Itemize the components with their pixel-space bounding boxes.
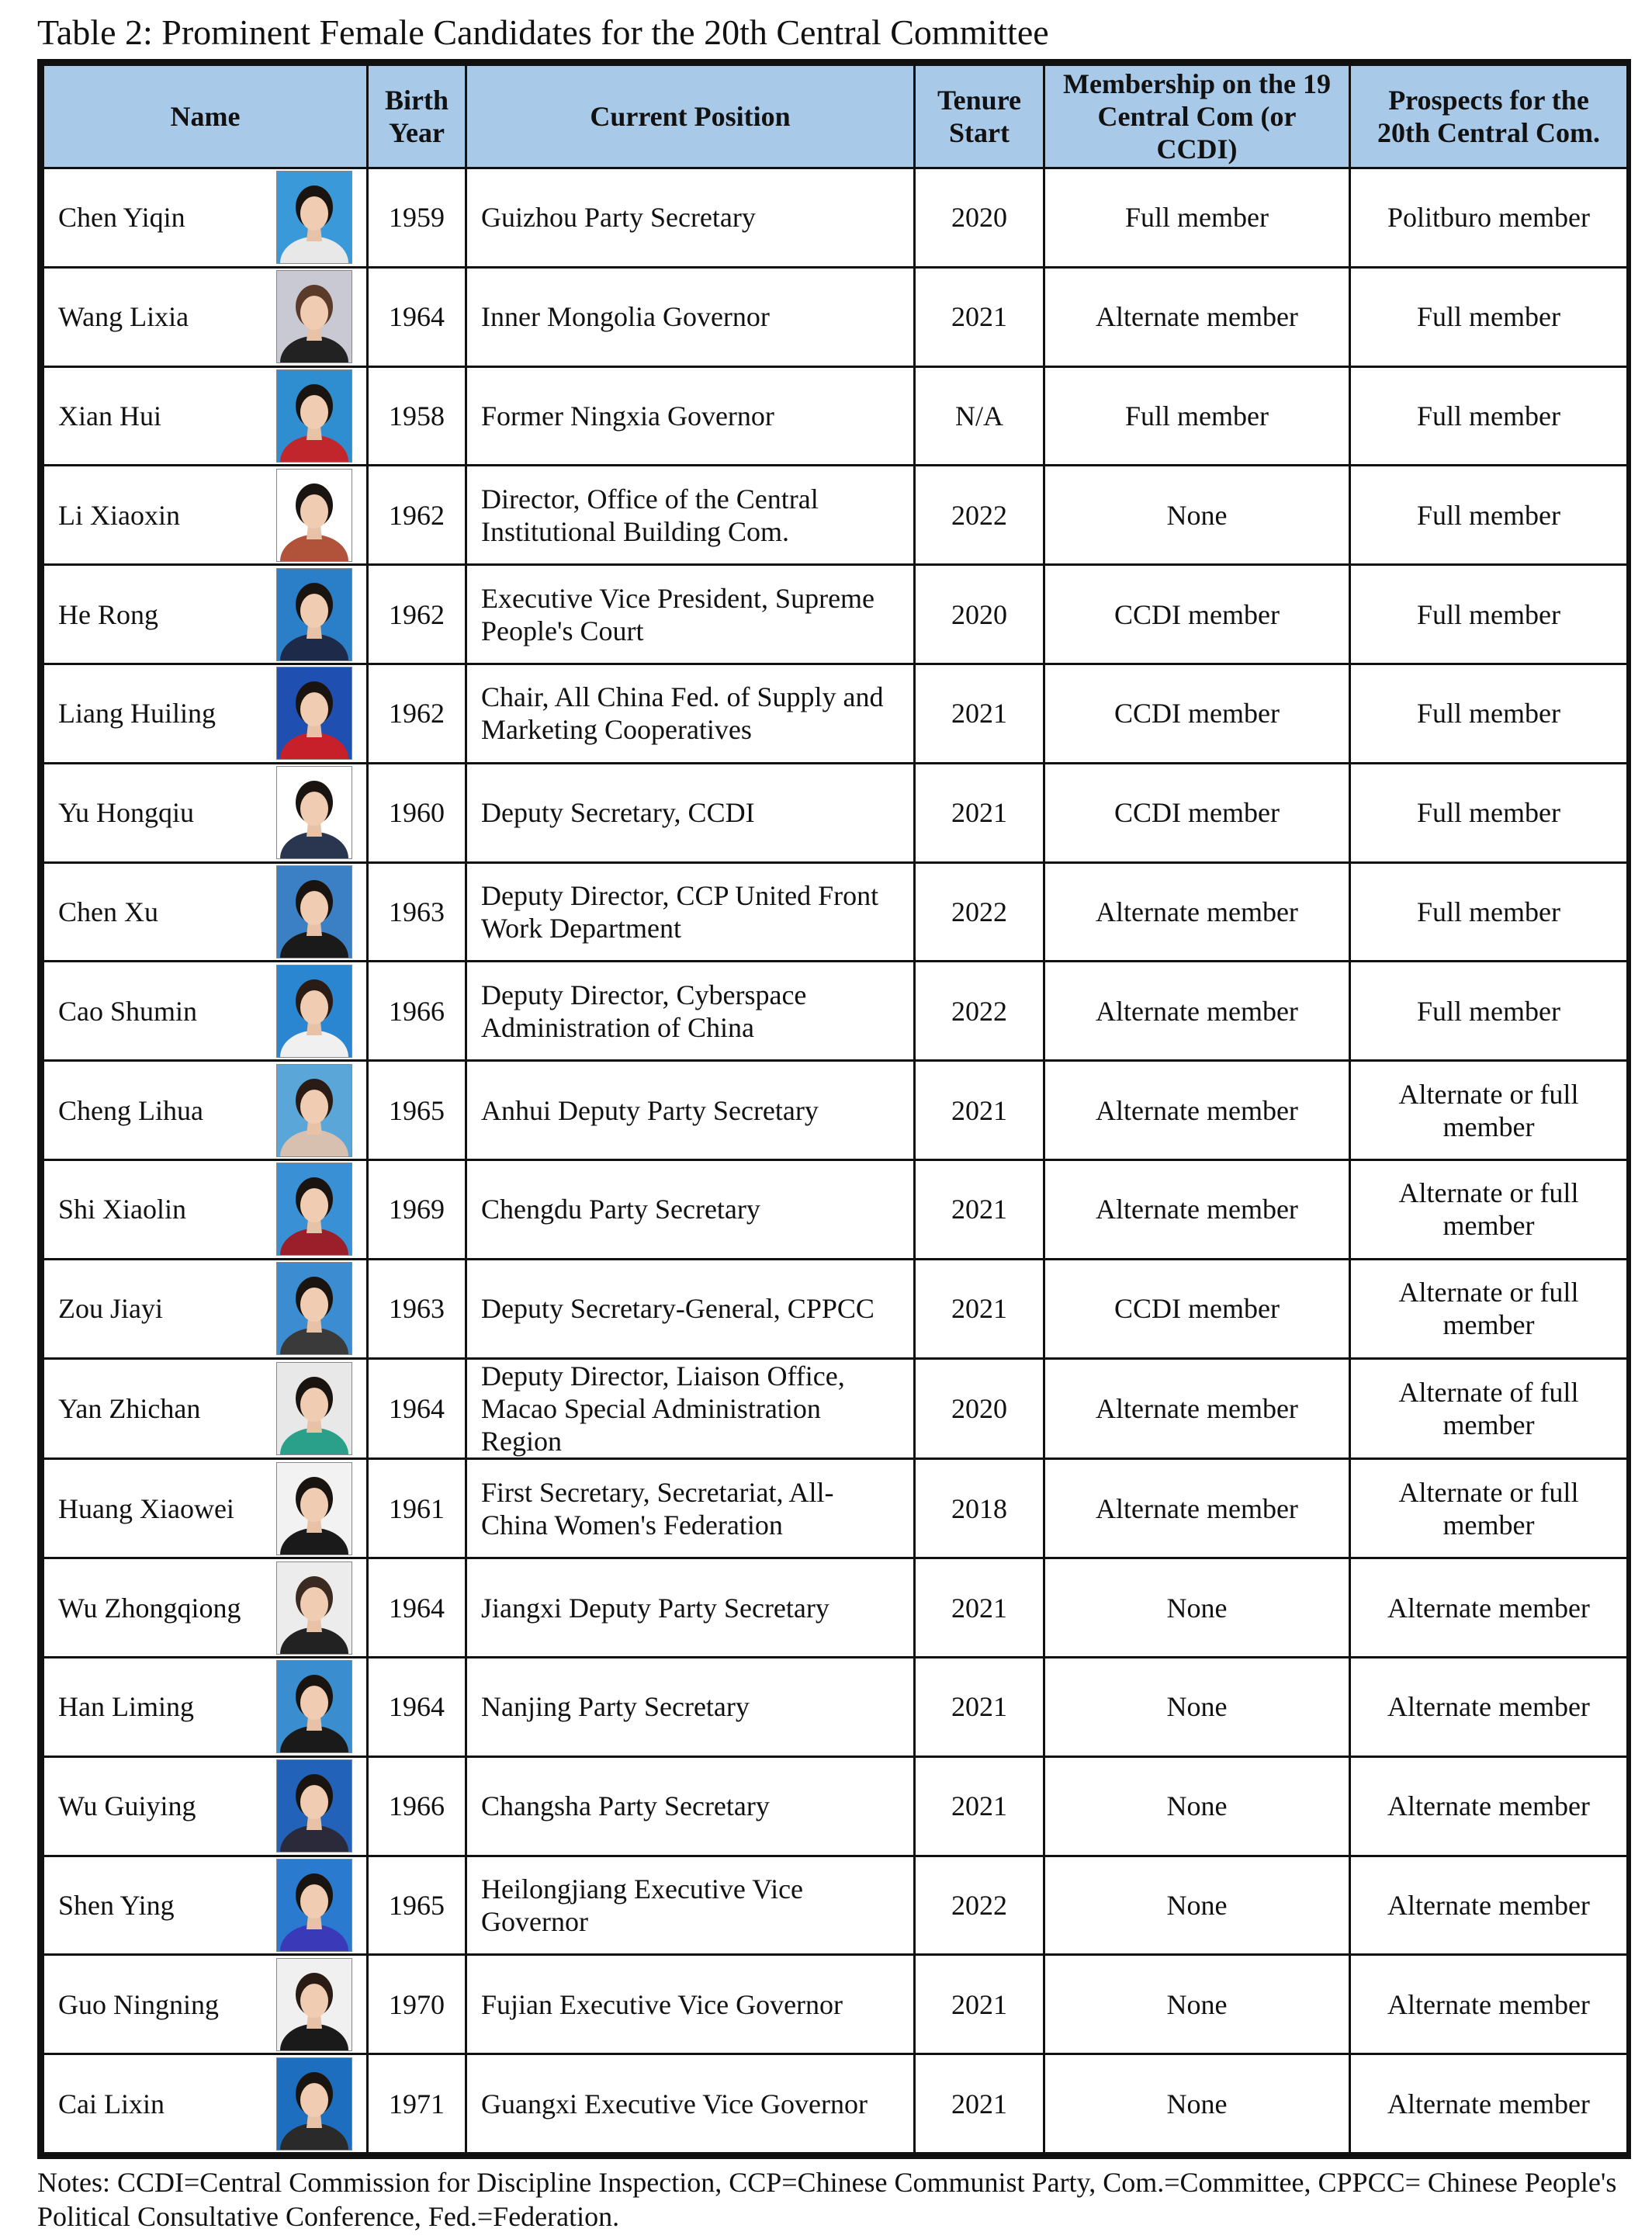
portrait-photo: [276, 1660, 352, 1753]
cell-current-position: Changsha Party Secretary: [466, 1756, 915, 1856]
cell-membership: Alternate member: [1044, 1159, 1350, 1259]
cell-birth-year: 1962: [368, 565, 466, 664]
cell-current-position: Inner Mongolia Governor: [466, 267, 915, 366]
cell-tenure-start: 2021: [915, 267, 1044, 366]
cell-current-position: Chengdu Party Secretary: [466, 1159, 915, 1259]
cell-birth-year: 1958: [368, 366, 466, 466]
cell-tenure-start: 2020: [915, 565, 1044, 664]
portrait-silhouette-icon: [277, 1263, 352, 1354]
table-header-row: [43, 65, 1628, 168]
table-row: [43, 862, 1628, 962]
portrait-photo: [276, 965, 352, 1058]
cell-tenure-start: 2021: [915, 763, 1044, 862]
cell-prospects: Full member: [1350, 366, 1628, 466]
cell-name: [43, 962, 368, 1061]
header-membership: Membership on the 19 Central Com (or CCDI): [1044, 65, 1350, 168]
candidate-name: Yu Hongqiu: [58, 797, 195, 829]
cell-prospects: Alternate or full member: [1350, 1061, 1628, 1160]
portrait-photo: [276, 865, 352, 958]
portrait-photo: [276, 469, 352, 562]
cell-birth-year: 1971: [368, 2054, 466, 2154]
cell-current-position: Anhui Deputy Party Secretary: [466, 1061, 915, 1160]
portrait-silhouette-icon: [277, 965, 352, 1057]
cell-name: [43, 1756, 368, 1856]
cell-prospects: Alternate member: [1350, 1756, 1628, 1856]
portrait-photo: [276, 1759, 352, 1853]
candidate-name: Wu Zhongqiong: [58, 1592, 241, 1624]
header-tenure-start: Tenure Start: [915, 65, 1044, 168]
cell-tenure-start: 2021: [915, 1558, 1044, 1658]
cell-membership: CCDI member: [1044, 1259, 1350, 1358]
table-row: [43, 664, 1628, 763]
portrait-silhouette-icon: [277, 2058, 352, 2150]
cell-tenure-start: 2020: [915, 168, 1044, 268]
cell-birth-year: 1962: [368, 664, 466, 763]
table-row: [43, 168, 1628, 268]
cell-birth-year: 1963: [368, 1259, 466, 1358]
candidate-name: Cai Lixin: [58, 2088, 165, 2119]
cell-membership: Full member: [1044, 168, 1350, 268]
cell-name: [43, 1856, 368, 1955]
candidate-name: Liang Huiling: [58, 698, 216, 730]
cell-birth-year: 1960: [368, 763, 466, 862]
cell-current-position: Executive Vice President, Supreme People's Court: [466, 565, 915, 664]
cell-prospects: Alternate member: [1350, 1955, 1628, 2054]
cell-membership: Alternate member: [1044, 962, 1350, 1061]
candidate-name: Xian Hui: [58, 400, 161, 432]
portrait-silhouette-icon: [277, 569, 352, 660]
cell-tenure-start: 2018: [915, 1459, 1044, 1558]
candidate-name: Wu Guiying: [58, 1790, 196, 1822]
cell-prospects: Alternate or full member: [1350, 1459, 1628, 1558]
cell-tenure-start: 2021: [915, 1657, 1044, 1756]
name-wrapper: [58, 1759, 352, 1853]
header-birth-year: Birth Year: [368, 65, 466, 168]
portrait-silhouette-icon: [277, 1463, 352, 1554]
name-wrapper: [58, 865, 352, 958]
table-row: [43, 962, 1628, 1061]
table-row: [43, 1061, 1628, 1160]
table-row: [43, 1358, 1628, 1459]
candidate-name: He Rong: [58, 598, 158, 630]
cell-current-position: Nanjing Party Secretary: [466, 1657, 915, 1756]
cell-birth-year: 1966: [368, 1756, 466, 1856]
cell-membership: Alternate member: [1044, 1061, 1350, 1160]
candidate-name: Cheng Lihua: [58, 1094, 203, 1126]
candidate-name: Cao Shumin: [58, 995, 198, 1027]
cell-membership: Alternate member: [1044, 1358, 1350, 1459]
table-row: [43, 1459, 1628, 1558]
cell-membership: None: [1044, 2054, 1350, 2154]
portrait-photo: [276, 1859, 352, 1952]
cell-current-position: Fujian Executive Vice Governor: [466, 1955, 915, 2054]
table-row: [43, 1856, 1628, 1955]
cell-membership: Alternate member: [1044, 1459, 1350, 1558]
cell-name: [43, 565, 368, 664]
portrait-photo: [276, 1958, 352, 2051]
header-current-position: Current Position: [466, 65, 915, 168]
name-wrapper: [58, 469, 352, 562]
cell-name: [43, 366, 368, 466]
candidate-name: Chen Xu: [58, 896, 158, 927]
cell-prospects: Alternate member: [1350, 2054, 1628, 2154]
table-row: [43, 565, 1628, 664]
portrait-silhouette-icon: [277, 1562, 352, 1654]
cell-current-position: First Secretary, Secretariat, All-China Women's Federation: [466, 1459, 915, 1558]
name-wrapper: [58, 1163, 352, 1256]
portrait-photo: [276, 1163, 352, 1256]
cell-name: [43, 1259, 368, 1358]
name-wrapper: [58, 766, 352, 859]
cell-tenure-start: N/A: [915, 366, 1044, 466]
table-row: [43, 1657, 1628, 1756]
table-row: [43, 1558, 1628, 1658]
cell-birth-year: 1969: [368, 1159, 466, 1259]
name-wrapper: [58, 965, 352, 1058]
portrait-silhouette-icon: [277, 370, 352, 462]
cell-name: [43, 862, 368, 962]
table-row: [43, 1955, 1628, 2054]
cell-current-position: Deputy Secretary, CCDI: [466, 763, 915, 862]
cell-prospects: Full member: [1350, 466, 1628, 565]
name-wrapper: [58, 1660, 352, 1753]
cell-prospects: Full member: [1350, 862, 1628, 962]
cell-name: [43, 168, 368, 268]
cell-birth-year: 1970: [368, 1955, 466, 2054]
cell-membership: None: [1044, 1955, 1350, 2054]
name-wrapper: [58, 1462, 352, 1555]
cell-birth-year: 1964: [368, 1657, 466, 1756]
portrait-photo: [276, 369, 352, 463]
portrait-silhouette-icon: [277, 1959, 352, 2050]
cell-birth-year: 1964: [368, 1358, 466, 1459]
cell-membership: None: [1044, 1856, 1350, 1955]
name-wrapper: [58, 2057, 352, 2151]
portrait-silhouette-icon: [277, 1760, 352, 1852]
name-wrapper: [58, 1362, 352, 1455]
cell-membership: CCDI member: [1044, 565, 1350, 664]
cell-prospects: Full member: [1350, 267, 1628, 366]
candidates-table: [42, 64, 1629, 2154]
cell-name: [43, 1558, 368, 1658]
name-wrapper: [58, 1561, 352, 1655]
portrait-photo: [276, 1262, 352, 1355]
table-row: [43, 2054, 1628, 2154]
table-row: [43, 1756, 1628, 1856]
cell-birth-year: 1959: [368, 168, 466, 268]
cell-birth-year: 1963: [368, 862, 466, 962]
portrait-silhouette-icon: [277, 1363, 352, 1454]
portrait-photo: [276, 1362, 352, 1455]
candidate-name: Han Liming: [58, 1691, 194, 1723]
cell-prospects: Alternate member: [1350, 1856, 1628, 1955]
cell-current-position: Guizhou Party Secretary: [466, 168, 915, 268]
header-prospects: Prospects for the 20th Central Com.: [1350, 65, 1628, 168]
cell-name: [43, 1657, 368, 1756]
cell-current-position: Deputy Director, Liaison Office, Macao Special Administration Region: [466, 1358, 915, 1459]
cell-tenure-start: 2021: [915, 2054, 1044, 2154]
table-notes: Notes: CCDI=Central Commission for Discipline Inspection, CCP=Chinese Communist Party, Com.=Committee, CPPCC= Chinese People's Political Consultative Conference, Fed.=Federation.: [37, 2167, 1617, 2232]
portrait-photo: [276, 1561, 352, 1655]
cell-membership: None: [1044, 1756, 1350, 1856]
portrait-photo: [276, 270, 352, 363]
cell-tenure-start: 2021: [915, 664, 1044, 763]
portrait-photo: [276, 568, 352, 661]
name-wrapper: [58, 270, 352, 363]
portrait-photo: [276, 667, 352, 760]
cell-prospects: Full member: [1350, 962, 1628, 1061]
cell-membership: Alternate member: [1044, 267, 1350, 366]
cell-name: [43, 664, 368, 763]
table-row: [43, 1259, 1628, 1358]
cell-prospects: Full member: [1350, 664, 1628, 763]
candidate-name: Shi Xiaolin: [58, 1194, 187, 1225]
candidate-name: Chen Yiqin: [58, 202, 185, 234]
portrait-photo: [276, 171, 352, 264]
cell-birth-year: 1965: [368, 1061, 466, 1160]
cell-tenure-start: 2022: [915, 1856, 1044, 1955]
portrait-silhouette-icon: [277, 1065, 352, 1156]
cell-prospects: Alternate or full member: [1350, 1159, 1628, 1259]
name-wrapper: [58, 1958, 352, 2051]
table-body: [43, 168, 1628, 2154]
cell-tenure-start: 2021: [915, 1159, 1044, 1259]
cell-membership: None: [1044, 1657, 1350, 1756]
cell-prospects: Alternate or full member: [1350, 1259, 1628, 1358]
cell-current-position: Guangxi Executive Vice Governor: [466, 2054, 915, 2154]
cell-prospects: Alternate of full member: [1350, 1358, 1628, 1459]
cell-membership: CCDI member: [1044, 763, 1350, 862]
cell-name: [43, 2054, 368, 2154]
candidate-name: Huang Xiaowei: [58, 1492, 234, 1524]
name-wrapper: [58, 568, 352, 661]
portrait-silhouette-icon: [277, 271, 352, 362]
cell-name: [43, 466, 368, 565]
portrait-photo: [276, 2057, 352, 2151]
cell-birth-year: 1962: [368, 466, 466, 565]
cell-name: [43, 1358, 368, 1459]
cell-prospects: Alternate member: [1350, 1657, 1628, 1756]
table-caption: Table 2: Prominent Female Candidates for the 20th Central Committee: [37, 12, 1049, 52]
cell-prospects: Politburo member: [1350, 168, 1628, 268]
candidates-table-frame: [37, 59, 1631, 2159]
cell-tenure-start: 2021: [915, 1259, 1044, 1358]
cell-current-position: Deputy Director, CCP United Front Work Department: [466, 862, 915, 962]
cell-membership: CCDI member: [1044, 664, 1350, 763]
cell-current-position: Deputy Director, Cyberspace Administration of China: [466, 962, 915, 1061]
cell-tenure-start: 2022: [915, 466, 1044, 565]
cell-tenure-start: 2021: [915, 1061, 1044, 1160]
portrait-photo: [276, 1462, 352, 1555]
portrait-silhouette-icon: [277, 767, 352, 858]
portrait-silhouette-icon: [277, 1163, 352, 1255]
cell-current-position: Heilongjiang Executive Vice Governor: [466, 1856, 915, 1955]
cell-current-position: Jiangxi Deputy Party Secretary: [466, 1558, 915, 1658]
cell-membership: None: [1044, 466, 1350, 565]
table-row: [43, 1159, 1628, 1259]
name-wrapper: [58, 1859, 352, 1952]
cell-prospects: Full member: [1350, 565, 1628, 664]
portrait-silhouette-icon: [277, 470, 352, 561]
cell-name: [43, 1061, 368, 1160]
cell-tenure-start: 2021: [915, 1756, 1044, 1856]
cell-birth-year: 1961: [368, 1459, 466, 1558]
table-row: [43, 267, 1628, 366]
cell-name: [43, 1955, 368, 2054]
cell-membership: Alternate member: [1044, 862, 1350, 962]
name-wrapper: [58, 1262, 352, 1355]
candidate-name: Shen Ying: [58, 1889, 175, 1921]
cell-prospects: Full member: [1350, 763, 1628, 862]
cell-current-position: Chair, All China Fed. of Supply and Marketing Cooperatives: [466, 664, 915, 763]
cell-birth-year: 1964: [368, 1558, 466, 1658]
cell-birth-year: 1964: [368, 267, 466, 366]
cell-tenure-start: 2022: [915, 962, 1044, 1061]
cell-prospects: Alternate member: [1350, 1558, 1628, 1658]
portrait-silhouette-icon: [277, 667, 352, 759]
name-wrapper: [58, 1064, 352, 1157]
cell-name: [43, 267, 368, 366]
portrait-photo: [276, 1064, 352, 1157]
candidate-name: Yan Zhichan: [58, 1392, 201, 1424]
table-row: [43, 466, 1628, 565]
cell-tenure-start: 2021: [915, 1955, 1044, 2054]
cell-current-position: Deputy Secretary-General, CPPCC: [466, 1259, 915, 1358]
portrait-photo: [276, 766, 352, 859]
cell-membership: Full member: [1044, 366, 1350, 466]
candidate-name: Li Xiaoxin: [58, 499, 180, 531]
cell-name: [43, 1159, 368, 1259]
cell-current-position: Former Ningxia Governor: [466, 366, 915, 466]
portrait-silhouette-icon: [277, 1661, 352, 1752]
cell-tenure-start: 2022: [915, 862, 1044, 962]
portrait-silhouette-icon: [277, 1859, 352, 1951]
name-wrapper: [58, 667, 352, 760]
table-row: [43, 763, 1628, 862]
candidate-name: Guo Ningning: [58, 1988, 219, 2020]
cell-birth-year: 1965: [368, 1856, 466, 1955]
cell-tenure-start: 2020: [915, 1358, 1044, 1459]
cell-name: [43, 1459, 368, 1558]
candidate-name: Zou Jiayi: [58, 1293, 163, 1325]
portrait-silhouette-icon: [277, 172, 352, 263]
name-wrapper: [58, 171, 352, 264]
name-wrapper: [58, 369, 352, 463]
cell-name: [43, 763, 368, 862]
cell-birth-year: 1966: [368, 962, 466, 1061]
table-row: [43, 366, 1628, 466]
cell-current-position: Director, Office of the Central Institutional Building Com.: [466, 466, 915, 565]
portrait-silhouette-icon: [277, 866, 352, 958]
cell-membership: None: [1044, 1558, 1350, 1658]
candidate-name: Wang Lixia: [58, 301, 189, 333]
header-name: Name: [43, 65, 368, 168]
